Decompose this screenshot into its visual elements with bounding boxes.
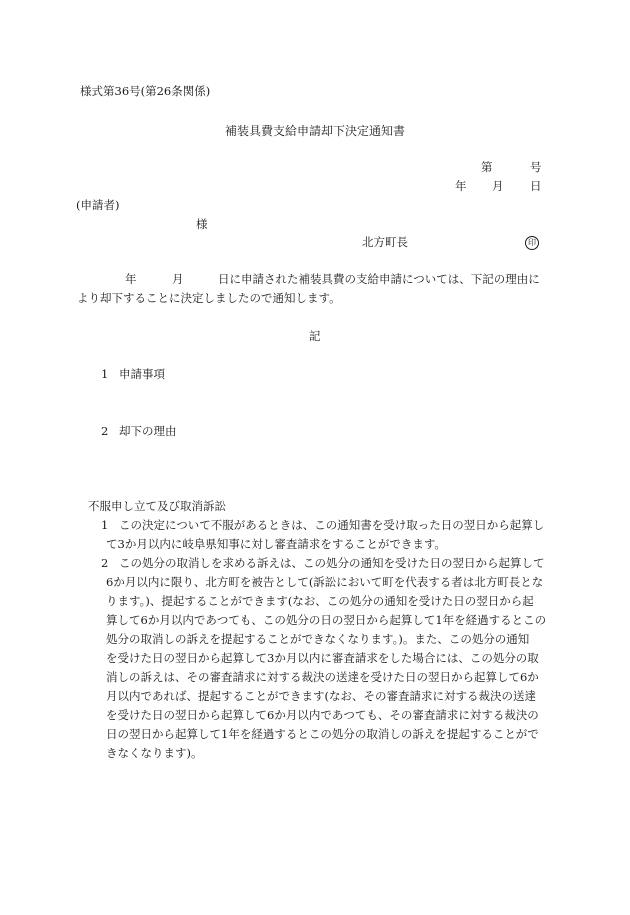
ki-heading: 記 bbox=[309, 329, 321, 343]
applicant-label: (申請者) bbox=[76, 198, 120, 212]
doc-number-suffix: 号 bbox=[530, 160, 542, 174]
clause-2-number: 2 bbox=[101, 556, 109, 570]
item-1-number: 1 bbox=[101, 367, 109, 381]
seal-icon: 印 bbox=[525, 236, 539, 250]
seal-mark bbox=[525, 236, 539, 250]
item-2-label: 却下の理由 bbox=[119, 424, 177, 438]
clause-2-line: この処分の取消しを求める訴えは、この処分の通知を受けた日の翌日から起算して bbox=[119, 556, 545, 570]
clause-2-line: 6か月以内に限り、北方町を被告として(訴訟において町を代表する者は北方町長とな bbox=[106, 575, 544, 589]
clause-2-line: 月以内であれば、提起することができます(なお、その審査請求に対する裁決の送達 bbox=[106, 689, 536, 703]
clause-2-line: 処分の取消しの訴えを提起することができなくなります。)。また、この処分の通知 bbox=[106, 632, 530, 646]
applicant-honorific: 様 bbox=[196, 217, 208, 231]
document-title: 補装具費支給申請却下決定通知書 bbox=[225, 124, 406, 138]
item-2-number: 2 bbox=[101, 424, 109, 438]
clause-2-line: きなくなります)。 bbox=[106, 746, 203, 760]
form-number: 様式第36号(第26条関係) bbox=[80, 84, 211, 98]
intro-line1: 日に申請された補装具費の支給申請については、下記の理由に bbox=[218, 272, 540, 286]
appeal-heading: 不服申し立て及び取消訴訟 bbox=[88, 499, 226, 513]
doc-number-prefix: 第 bbox=[481, 160, 493, 174]
clause-2-line: 日の翌日から起算して1年を経過するとこの処分の取消しの訴えを提起することがで bbox=[106, 727, 539, 741]
item-1-label: 申請事項 bbox=[119, 367, 165, 381]
clause-1-line: て3か月以内に岐阜県知事に対し審査請求をすることができます。 bbox=[106, 537, 446, 551]
date-day: 日 bbox=[530, 179, 542, 193]
clause-1-line: この決定について不服があるときは、この通知書を受け取った日の翌日から起算し bbox=[119, 518, 545, 532]
date-month: 月 bbox=[492, 179, 504, 193]
intro-year: 年 bbox=[125, 272, 137, 286]
date-year: 年 bbox=[455, 179, 467, 193]
intro-month: 月 bbox=[172, 272, 184, 286]
clause-1-number: 1 bbox=[101, 518, 109, 532]
clause-2-line: を受けた日の翌日から起算して3か月以内に審査請求をした場合には、この処分の取 bbox=[106, 651, 539, 665]
clause-2-line: を受けた日の翌日から起算して6か月以内であつても、その審査請求に対する裁決の bbox=[106, 708, 539, 722]
clause-2-line: 消しの訴えは、その審査請求に対する裁決の送達を受けた日の翌日から起算して6か bbox=[106, 670, 539, 684]
clause-2-line: 算して6か月以内であつても、この処分の日の翌日から起算して1年を経過するとこの bbox=[106, 613, 547, 627]
clause-2-line: ります。)、提起することができます(なお、この処分の通知を受けた日の翌日から起 bbox=[106, 594, 534, 608]
issuer-name: 北方町長 bbox=[362, 235, 408, 249]
intro-line2: より却下することに決定しましたので通知します。 bbox=[77, 291, 341, 305]
